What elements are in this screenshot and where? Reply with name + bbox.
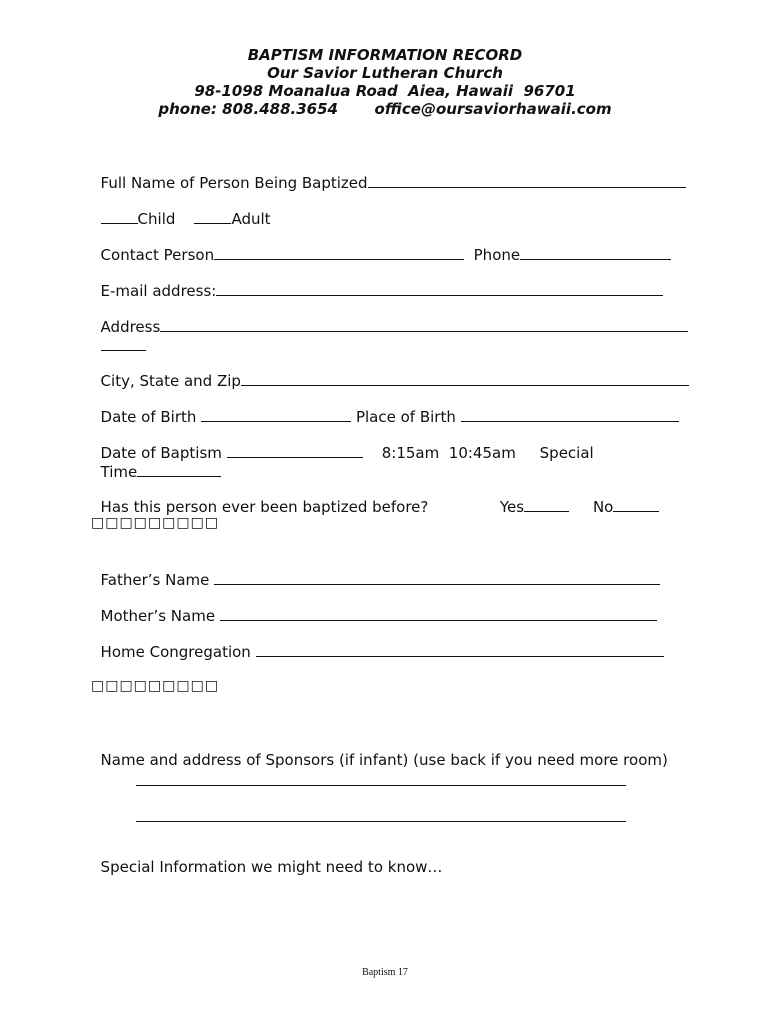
place-of-birth-field[interactable] <box>461 407 679 422</box>
city-state-zip-label: City, State and Zip <box>100 372 241 390</box>
congregation-row <box>91 624 664 661</box>
yes-field[interactable] <box>524 497 569 512</box>
city-state-zip-field[interactable] <box>241 371 689 386</box>
sponsors-label: Name and address of Sponsors (if infant) (use back if you need more room) <box>100 751 668 769</box>
father-row <box>91 552 660 589</box>
time-label: Time <box>100 463 138 481</box>
date-of-birth-label: Date of Birth <box>100 408 197 426</box>
form-header <box>0 46 770 118</box>
special-info-label: Special Information we might need to know… <box>100 858 443 876</box>
yes-label: Yes <box>499 498 525 516</box>
mother-name-field[interactable] <box>220 606 657 621</box>
form-title: BAPTISM INFORMATION RECORD <box>247 46 523 64</box>
full-name-field[interactable] <box>368 173 686 188</box>
church-phone: phone: 808.488.3654 <box>158 100 338 118</box>
mother-name-label: Mother’s Name <box>100 607 216 625</box>
father-name-field[interactable] <box>214 570 660 585</box>
sponsors-row <box>91 733 668 769</box>
special-time-label: Special <box>539 444 594 462</box>
email-row <box>91 263 663 300</box>
full-name-label: Full Name of Person Being Baptized <box>100 174 368 192</box>
contact-person-field[interactable] <box>214 245 464 260</box>
contact-line <box>0 100 770 118</box>
child-checkbox-line[interactable] <box>101 209 138 224</box>
church-address: 98-1098 Moanalua Road Aiea, Hawaii 96701 <box>194 82 576 100</box>
adult-checkbox-line[interactable] <box>194 209 231 224</box>
unrendered-glyphs-1: □□□□□□□□□ <box>91 515 220 531</box>
phone-field[interactable] <box>520 245 671 260</box>
contact-row <box>91 227 671 264</box>
address-label: Address <box>100 318 161 336</box>
father-name-label: Father’s Name <box>100 571 210 589</box>
email-label: E-mail address: <box>100 282 217 300</box>
sponsor-line-1[interactable] <box>136 785 626 786</box>
time-option-1045[interactable]: 10:45am <box>448 444 516 462</box>
full-name-row <box>91 155 686 192</box>
page-footer: Baptism 17 <box>362 967 408 978</box>
no-field[interactable] <box>613 497 659 512</box>
address-field[interactable] <box>160 317 688 332</box>
city-row <box>91 353 689 390</box>
place-of-birth-label: Place of Birth <box>355 408 456 426</box>
adult-label: Adult <box>231 210 271 228</box>
home-congregation-field[interactable] <box>256 642 664 657</box>
unrendered-glyphs-2: □□□□□□□□□ <box>91 678 220 694</box>
email-field[interactable] <box>216 281 663 296</box>
time-option-815[interactable]: 8:15am <box>381 444 440 462</box>
address-field-wrap[interactable] <box>101 336 146 351</box>
date-of-birth-field[interactable] <box>201 407 351 422</box>
church-name: Our Savior Lutheran Church <box>267 64 503 82</box>
mother-row <box>91 588 657 625</box>
contact-person-label: Contact Person <box>100 246 215 264</box>
baptized-before-question: Has this person ever been baptized before? <box>100 498 429 516</box>
special-info-row <box>91 840 442 876</box>
time-row <box>91 444 221 481</box>
no-label: No <box>592 498 614 516</box>
date-of-baptism-field[interactable] <box>227 443 363 458</box>
child-label: Child <box>137 210 176 228</box>
church-email: office@oursaviorhawaii.com <box>374 100 612 118</box>
phone-label: Phone <box>473 246 521 264</box>
sponsor-line-2[interactable] <box>136 821 626 822</box>
date-of-baptism-label: Date of Baptism <box>100 444 222 462</box>
address-continuation <box>91 318 146 355</box>
address-row <box>91 299 688 336</box>
child-adult-row <box>91 191 271 228</box>
baptized-before-row <box>91 479 659 516</box>
special-time-field[interactable] <box>137 462 221 477</box>
home-congregation-label: Home Congregation <box>100 643 251 661</box>
birth-row <box>91 389 679 426</box>
